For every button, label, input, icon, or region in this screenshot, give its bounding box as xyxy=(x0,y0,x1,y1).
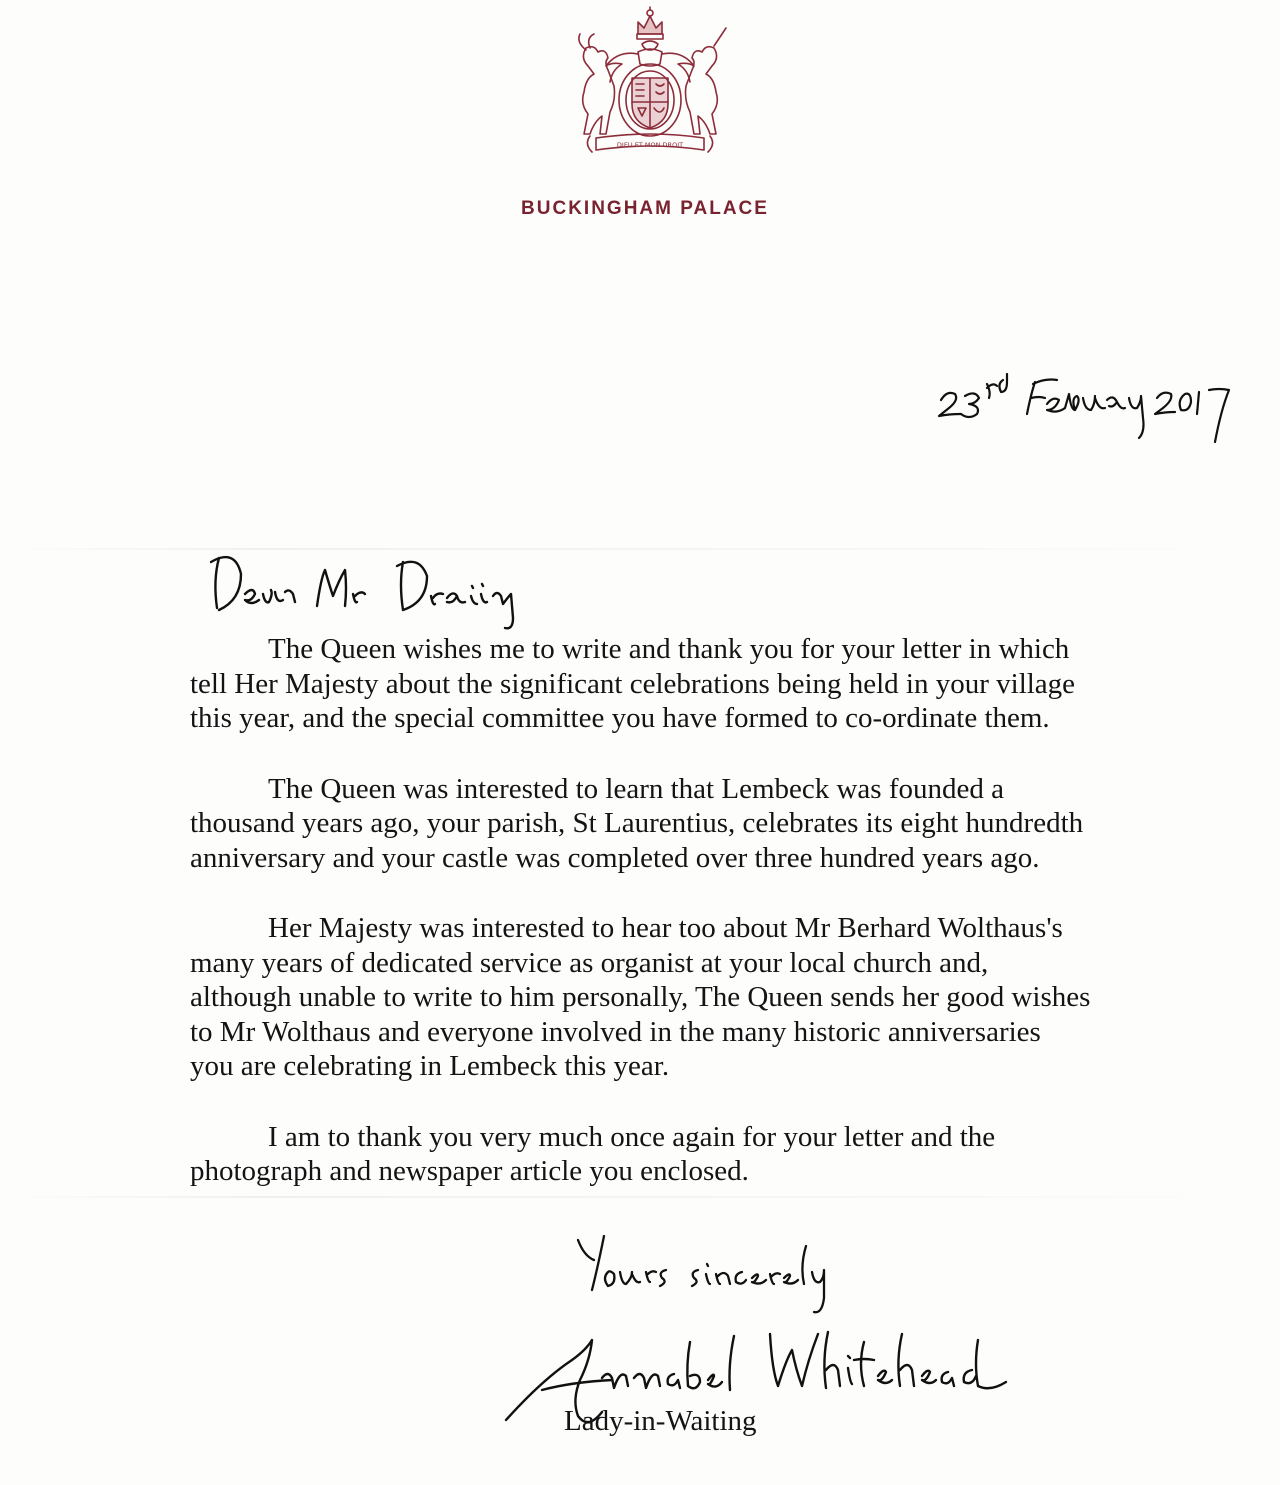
royal-coat-of-arms-icon xyxy=(566,4,734,160)
handwritten-closing xyxy=(570,1226,890,1318)
signatory-role: Lady-in-Waiting xyxy=(564,1405,757,1437)
letter-paragraph: I am to thank you very much once again for your letter and the photograph and newspaper article you enclosed. xyxy=(190,1120,996,1187)
letterhead-title: BUCKINGHAM PALACE xyxy=(521,198,769,219)
letter-paragraph: Her Majesty was interested to hear too about Mr Berhard Wolthaus's many years of dedicated service as organist at your local church and, although unable to write to him personally, The Queen sends her good wishes to Mr Wolthaus and everyone involved in the many historic anniversaries you are celebrating in Lembeck this year. xyxy=(190,912,1091,1082)
handwritten-date xyxy=(935,370,1245,450)
crest-motto: DIEU ET MON DROIT xyxy=(616,141,684,149)
handwritten-salutation xyxy=(205,540,545,630)
letter-paragraph: The Queen was interested to learn that Lembeck was founded a thousand years ago, your parish, St Laurentius, celebrates its eight hundredth anniversary and your castle was completed over three hundred years ago. xyxy=(190,772,1084,874)
letter-paragraph: The Queen wishes me to write and thank you for your letter in which tell Her Majesty about the significant celebrations being held in your village this year, and the special committee you have formed to co-ordinate them. xyxy=(190,633,1076,734)
fold-line xyxy=(0,548,1280,550)
letter-body xyxy=(190,632,1170,1225)
